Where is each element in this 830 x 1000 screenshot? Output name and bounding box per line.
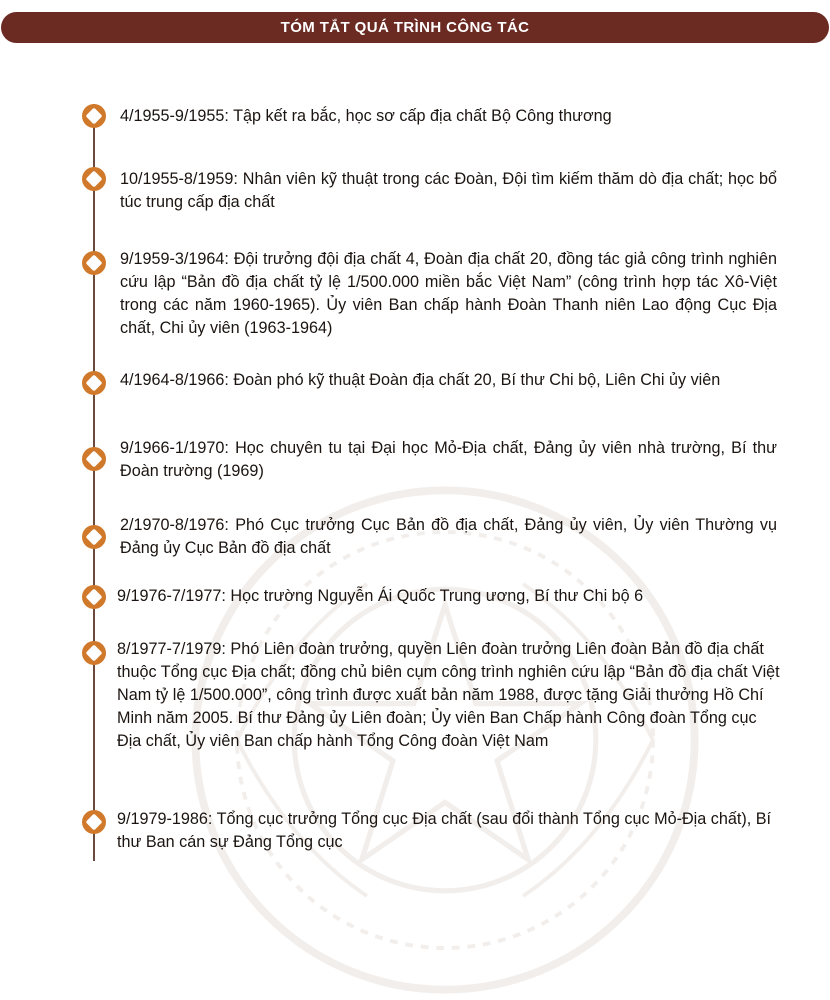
- timeline-entry-text: 2/1970-8/1976: Phó Cục trưởng Cục Bản đồ địa chất, Đảng ủy viên, Ủy viên Thường vụ Đảng ủy Cục Bản đồ địa chất: [120, 516, 777, 557]
- timeline-marker-icon: [82, 641, 106, 665]
- timeline-marker-icon: [82, 251, 106, 275]
- timeline-entry-text: 9/1966-1/1970: Học chuyên tu tại Đại học Mỏ-Địa chất, Đảng ủy viên nhà trường, Bí thư Đoàn trường (1969): [120, 439, 777, 480]
- timeline-entry-text: 8/1977-7/1979: Phó Liên đoàn trưởng, quyền Liên đoàn trưởng Liên đoàn Bản đồ địa chất thuộc Tổng cục Địa chất; đồng chủ biên cụm công trình nghiên cứu lập “Bản đồ địa chất Việt Nam tỷ lệ 1/500.000”, công trình được xuất bản năm 1988, được tặng Giải thưởng Hồ Chí Minh năm 2005. Bí thư Đảng ủy Liên đoàn; Ủy viên Ban Chấp hành Công đoàn Tổng cục Địa chất, Ủy viên Ban chấp hành Tổng Công đoàn Việt Nam: [117, 640, 780, 750]
- timeline-marker-icon: [82, 585, 106, 609]
- timeline-entry-text: 4/1964-8/1966: Đoàn phó kỹ thuật Đoàn địa chất 20, Bí thư Chi bộ, Liên Chi ủy viên: [120, 371, 721, 389]
- timeline-marker-icon: [82, 447, 106, 471]
- timeline-marker-icon: [82, 525, 106, 549]
- section-title-bar: [1, 12, 829, 43]
- timeline-entry-text: 9/1959-3/1964: Đội trưởng đội địa chất 4, Đoàn địa chất 20, đồng tác giả công trình nghiên cứu lập “Bản đồ địa chất tỷ lệ 1/500.000 miền bắc Việt Nam” (công trình hợp tác Xô-Việt trong các năm 1960-1965). Ủy viên Ban chấp hành Đoàn Thanh niên Lao động Cục Địa chất, Chi ủy viên (1963-1964): [120, 250, 777, 337]
- timeline-marker-icon: [82, 104, 106, 128]
- timeline-entry-text: 9/1976-7/1977: Học trường Nguyễn Ái Quốc Trung ương, Bí thư Chi bộ 6: [117, 587, 644, 605]
- timeline-marker-icon: [82, 810, 106, 834]
- timeline-entry-text: 10/1955-8/1959: Nhân viên kỹ thuật trong các Đoàn, Đội tìm kiếm thăm dò địa chất; học bổ túc trung cấp địa chất: [120, 170, 777, 211]
- timeline-entry-text: 9/1979-1986: Tổng cục trưởng Tổng cục Địa chất (sau đổi thành Tổng cục Mỏ-Địa chất), Bí thư Ban cán sự Đảng Tổng cục: [117, 810, 772, 851]
- section-title: TÓM TẮT QUÁ TRÌNH CÔNG TÁC: [280, 19, 530, 36]
- timeline-marker-icon: [82, 167, 106, 191]
- timeline-entry-text: 4/1955-9/1955: Tập kết ra bắc, học sơ cấp địa chất Bộ Công thương: [120, 107, 612, 125]
- timeline-marker-icon: [82, 371, 106, 395]
- timeline-line: [93, 104, 95, 861]
